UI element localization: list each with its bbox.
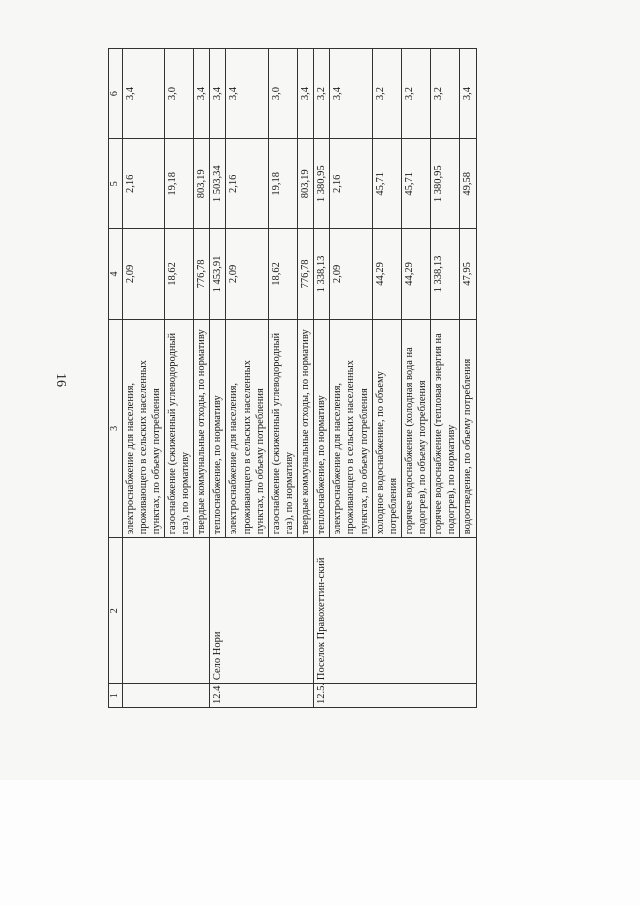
value-col4: 18,62 — [268, 229, 297, 319]
service-name: водоотведение, по объему потребления — [460, 319, 476, 538]
header-cell: 3 — [109, 319, 123, 538]
value-col5: 45,71 — [401, 139, 430, 229]
value-col4: 2,09 — [330, 229, 372, 319]
header-cell: 2 — [109, 538, 123, 684]
value-col5: 2,16 — [330, 139, 372, 229]
value-col4: 2,09 — [122, 229, 164, 319]
value-col6: 3,4 — [460, 49, 476, 139]
value-col6: 3,4 — [226, 49, 268, 139]
value-col5: 2,16 — [226, 139, 268, 229]
settlement-name: Село Нори — [210, 538, 314, 684]
table-row — [210, 49, 226, 708]
service-name: твердые коммунальные отходы, по нормативу — [298, 319, 314, 538]
value-col5: 1 503,34 — [210, 139, 226, 229]
value-col4: 47,95 — [460, 229, 476, 319]
service-name: электроснабжение для населения, проживающего в сельских населенных пунктах, по объему потребления — [122, 319, 164, 538]
value-col5: 45,71 — [372, 139, 401, 229]
service-name: электроснабжение для населения, проживающего в сельских населенных пунктах, по объему потребления — [226, 319, 268, 538]
value-col5: 803,19 — [194, 139, 210, 229]
value-col4: 1 453,91 — [210, 229, 226, 319]
header-cell: 5 — [109, 139, 123, 229]
row-number: 12.4 — [210, 684, 314, 708]
value-col5: 2,16 — [122, 139, 164, 229]
service-name: электроснабжение для населения, проживающего в сельских населенных пунктах, по объему потребления — [330, 319, 372, 538]
value-col5: 803,19 — [298, 139, 314, 229]
value-col6: 3,4 — [210, 49, 226, 139]
value-col6: 3,2 — [401, 49, 430, 139]
table-row — [122, 49, 164, 708]
value-col4: 2,09 — [226, 229, 268, 319]
value-col6: 3,0 — [268, 49, 297, 139]
table-header-row — [109, 49, 123, 708]
value-col4: 44,29 — [401, 229, 430, 319]
value-col6: 3,4 — [122, 49, 164, 139]
value-col6: 3,0 — [164, 49, 193, 139]
value-col4: 18,62 — [164, 229, 193, 319]
header-cell: 6 — [109, 49, 123, 139]
value-col6: 3,2 — [372, 49, 401, 139]
value-col5: 1 380,95 — [314, 139, 330, 229]
value-col6: 3,2 — [314, 49, 330, 139]
service-name: твердые коммунальные отходы, по нормативу — [194, 319, 210, 538]
value-col4: 776,78 — [298, 229, 314, 319]
blank-lower-area — [0, 780, 640, 905]
value-col6: 3,4 — [194, 49, 210, 139]
value-col5: 1 380,95 — [431, 139, 460, 229]
service-name: горячее водоснабжение (тепловая энергия на подогрев), по нормативу — [431, 319, 460, 538]
value-col4: 44,29 — [372, 229, 401, 319]
value-col5: 19,18 — [268, 139, 297, 229]
value-col4: 1 338,13 — [431, 229, 460, 319]
value-col6: 3,4 — [298, 49, 314, 139]
value-col6: 3,4 — [330, 49, 372, 139]
page-number: 16 — [53, 373, 68, 387]
value-col6: 3,2 — [431, 49, 460, 139]
service-name: газоснабжение (сжиженный углеводородный газ), по нормативу — [268, 319, 297, 538]
service-name: теплоснабжение, по нормативу — [314, 319, 330, 538]
row-number — [122, 684, 210, 708]
service-name: теплоснабжение, по нормативу — [210, 319, 226, 538]
value-col5: 49,58 — [460, 139, 476, 229]
service-name: холодное водоснабжение, по объему потребления — [372, 319, 401, 538]
table-row — [314, 49, 330, 708]
value-col4: 1 338,13 — [314, 229, 330, 319]
settlement-name: Поселок Правохеттин-ский — [314, 538, 476, 684]
header-cell: 4 — [109, 229, 123, 319]
service-name: газоснабжение (сжиженный углеводородный газ), по нормативу — [164, 319, 193, 538]
value-col4: 776,78 — [194, 229, 210, 319]
rotated-table-container — [108, 48, 536, 708]
settlement-name — [122, 538, 210, 684]
row-number: 12.5. — [314, 684, 476, 708]
value-col5: 19,18 — [164, 139, 193, 229]
service-name: горячее водоснабжение (холодная вода на подогрев), по объему потребления — [401, 319, 430, 538]
header-cell: 1 — [109, 684, 123, 708]
tariff-table — [108, 48, 477, 708]
